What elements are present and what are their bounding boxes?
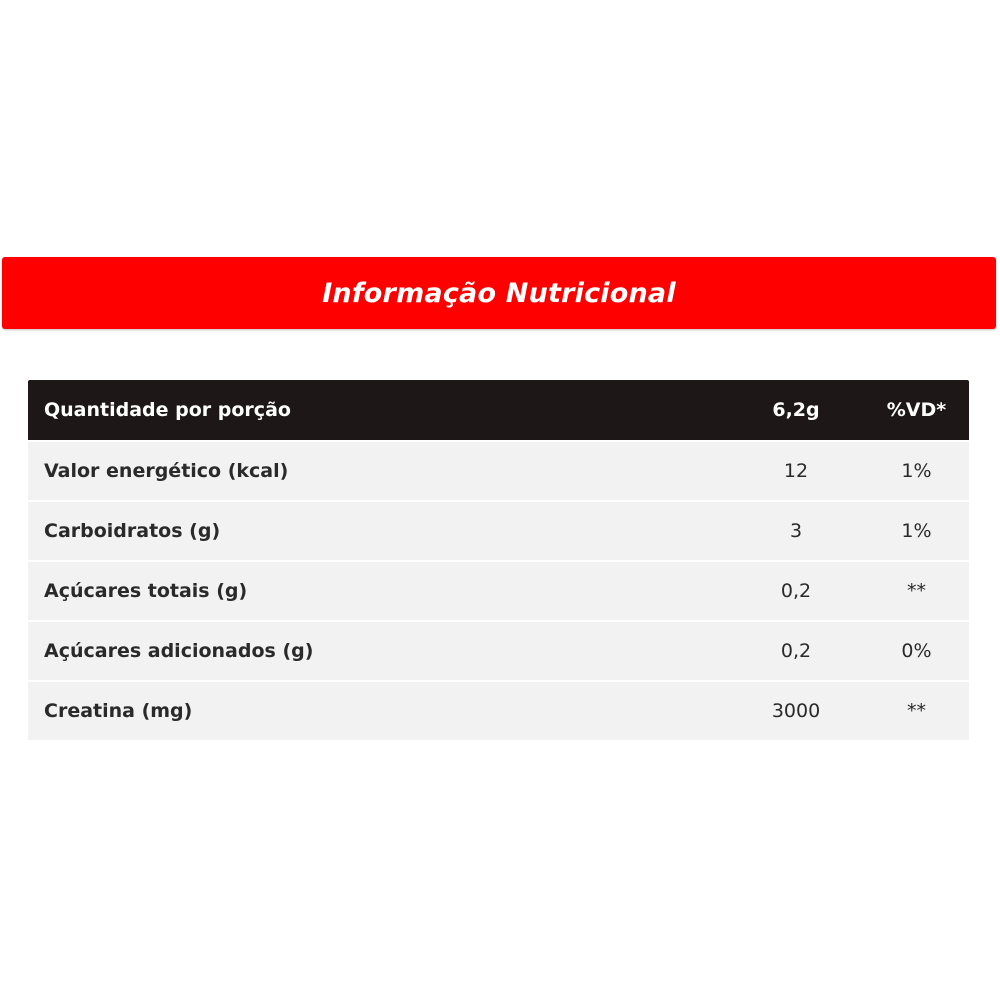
table-row bbox=[28, 622, 969, 682]
page-title: Informação Nutricional bbox=[322, 277, 676, 309]
table-row bbox=[28, 502, 969, 562]
nutrient-daily-value: 0% bbox=[901, 640, 932, 662]
nutrient-amount: 3 bbox=[789, 520, 803, 542]
header-serving-amount: 6,2g bbox=[772, 399, 820, 421]
nutrient-label: Valor energético (kcal) bbox=[44, 460, 289, 482]
table-row bbox=[28, 562, 969, 622]
nutrient-daily-value: ** bbox=[907, 580, 926, 602]
table-row bbox=[28, 682, 969, 742]
nutrient-label: Açúcares totais (g) bbox=[44, 580, 248, 602]
nutrient-label: Creatina (mg) bbox=[44, 700, 193, 722]
header-serving-label: Quantidade por porção bbox=[44, 399, 291, 421]
nutrient-daily-value: 1% bbox=[901, 520, 932, 542]
nutrition-table bbox=[28, 380, 969, 742]
title-banner bbox=[2, 257, 996, 329]
nutrient-amount: 0,2 bbox=[780, 580, 812, 602]
nutrient-daily-value: ** bbox=[907, 700, 926, 722]
header-daily-value: %VD* bbox=[886, 399, 947, 421]
table-header-row bbox=[28, 380, 969, 442]
nutrient-amount: 3000 bbox=[771, 700, 821, 722]
nutrient-daily-value: 1% bbox=[901, 460, 932, 482]
nutrient-label: Carboidratos (g) bbox=[44, 520, 221, 542]
table-row bbox=[28, 442, 969, 502]
nutrient-amount: 12 bbox=[783, 460, 809, 482]
nutrient-amount: 0,2 bbox=[780, 640, 812, 662]
nutrient-label: Açúcares adicionados (g) bbox=[44, 640, 314, 662]
